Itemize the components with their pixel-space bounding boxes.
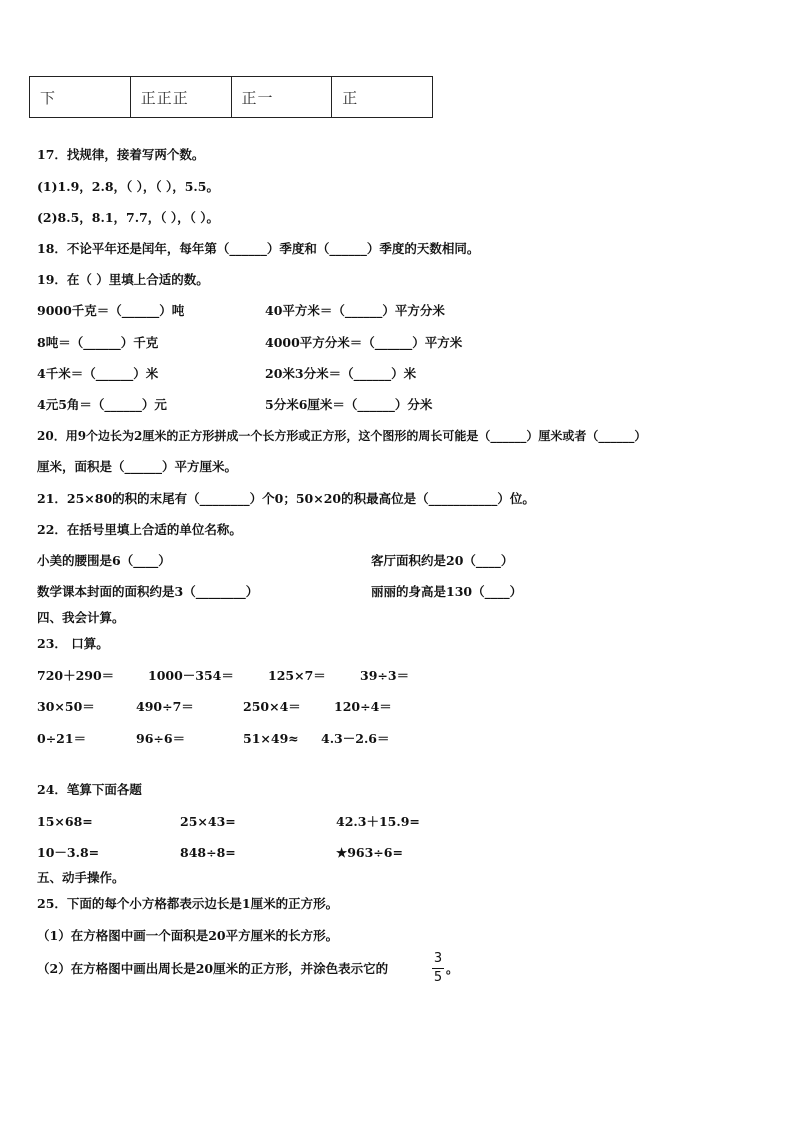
tally-row [30, 77, 433, 118]
q22-item: 数学课本封面的面积约是3（________） [37, 584, 259, 599]
q24-item: 42.3＋15.9= [336, 814, 420, 829]
q23-item: 1000－354＝ [148, 668, 234, 683]
fraction-denominator: 5 [433, 970, 443, 985]
tally-cell: 下 [30, 77, 131, 118]
tally-cell: 正正正 [130, 77, 231, 118]
q20-line1: 20．用9个边长为2厘米的正方形拼成一个长方形或正方形，这个图形的周长可能是（______）厘米或者（______） [37, 429, 647, 443]
q25-title: 25．下面的每个小方格都表示边长是1厘米的正方形。 [37, 896, 339, 911]
q17-line2: (2)8.5，8.1，7.7，（ ），（ ）。 [37, 210, 219, 225]
q22-item: 丽丽的身高是130（____） [371, 584, 523, 599]
q19-item: 4000平方分米＝（______）平方米 [265, 335, 463, 350]
q23-item: 51×49≈ [243, 731, 299, 746]
q25-part2-end: 。 [446, 961, 459, 976]
q19-item: 8吨＝（______）千克 [37, 335, 159, 350]
q24-title: 24．笔算下面各题 [37, 782, 142, 797]
q23-item: 0÷21＝ [37, 731, 87, 746]
q25-part1: （1）在方格图中画一个面积是20平方厘米的长方形。 [37, 928, 339, 943]
q23-item: 490÷7＝ [136, 699, 194, 714]
q19-item: 9000千克＝（______）吨 [37, 303, 185, 318]
q25-part2: （2）在方格图中画出周长是20厘米的正方形，并涂色表示它的 [37, 961, 389, 976]
tally-cell: 正一 [231, 77, 332, 118]
tally-table [29, 76, 433, 118]
q19-item: 4千米＝（______）米 [37, 366, 159, 381]
fraction [432, 951, 444, 986]
q24-item: 25×43= [180, 814, 236, 829]
q20-line2: 厘米，面积是（______）平方厘米。 [37, 459, 238, 474]
q19-item: 5分米6厘米＝（______）分米 [265, 397, 433, 412]
q24-item: 848÷8= [180, 845, 236, 860]
q24-item: 10－3.8= [37, 845, 100, 860]
fraction-bar [432, 968, 444, 969]
tally-cell: 正 [332, 77, 433, 118]
q22-title: 22．在括号里填上合适的单位名称。 [37, 522, 242, 537]
q23-item: 96÷6＝ [136, 731, 186, 746]
q23-item: 120÷4＝ [334, 699, 392, 714]
q24-item: 15×68= [37, 814, 93, 829]
q19-item: 20米3分米＝（______）米 [265, 366, 417, 381]
q23-item: 30×50＝ [37, 699, 95, 714]
q22-item: 客厅面积约是20（____） [371, 553, 514, 568]
section-5-title: 五、动手操作。 [37, 870, 125, 885]
q23-title: 23． 口算。 [37, 636, 109, 651]
q17-title: 17．找规律，接着写两个数。 [37, 147, 205, 162]
section-4-title: 四、我会计算。 [37, 610, 125, 625]
q23-item: 39÷3＝ [360, 668, 410, 683]
fraction-numerator: 3 [433, 951, 443, 966]
q17-line1: (1)1.9，2.8，（ ），（ ），5.5。 [37, 179, 219, 194]
q24-item: ★963÷6= [336, 845, 403, 860]
q23-item: 4.3－2.6＝ [321, 731, 390, 746]
q23-item: 250×4＝ [243, 699, 301, 714]
q22-item: 小美的腰围是6（____） [37, 553, 171, 568]
q18-title: 18．不论平年还是闰年，每年第（______）季度和（______）季度的天数相同。 [37, 241, 480, 256]
q23-item: 720＋290＝ [37, 668, 115, 683]
q23-item: 125×7＝ [268, 668, 326, 683]
q21-title: 21．25×80的积的末尾有（________）个0；50×20的积最高位是（___________）位。 [37, 491, 535, 506]
q19-item: 4元5角＝（______）元 [37, 397, 167, 412]
q19-item: 40平方米＝（______）平方分米 [265, 303, 445, 318]
q19-title: 19．在（ ）里填上合适的数。 [37, 272, 209, 287]
